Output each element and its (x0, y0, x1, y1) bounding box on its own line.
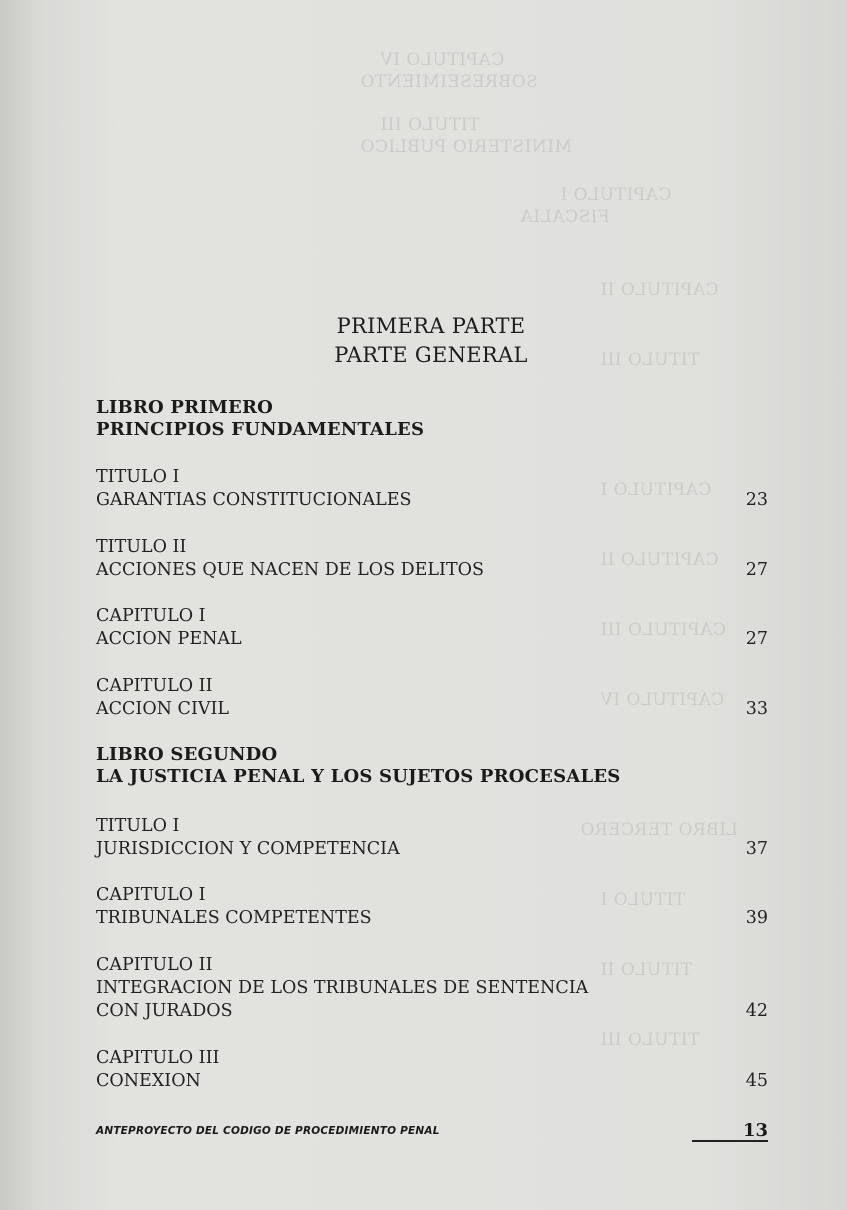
toc-entry[interactable] (96, 954, 768, 1023)
show-through: TITULO II (600, 960, 693, 980)
show-through: CAPITULO II (600, 280, 719, 300)
page-footer (96, 1120, 768, 1144)
toc-entry-title: JURISDICCION Y COMPETENCIA (96, 839, 400, 859)
book-heading (96, 397, 424, 441)
book-title: PRINCIPIOS FUNDAMENTALES (96, 419, 425, 440)
show-through: TITULO III (380, 115, 480, 135)
toc-entry-page: 42 (745, 1001, 768, 1021)
toc-entry[interactable] (96, 605, 768, 651)
toc-entry-label: TITULO II (96, 537, 187, 557)
toc-entry[interactable] (96, 466, 768, 512)
toc-entry-page: 27 (745, 560, 768, 580)
toc-entry-title: TRIBUNALES COMPETENTES (96, 908, 372, 928)
show-through: CAPITULO I (560, 185, 672, 205)
book-label: LIBRO SEGUNDO (96, 744, 278, 765)
toc-entry-title: ACCIONES QUE NACEN DE LOS DELITOS (96, 560, 484, 580)
toc-entry-label: CAPITULO I (96, 885, 206, 905)
show-through: FISCALIA (520, 207, 610, 227)
book-title: LA JUSTICIA PENAL Y LOS SUJETOS PROCESALES (96, 766, 621, 787)
show-through: CAPITULO III (600, 620, 726, 640)
toc-entry-title: ACCION CIVIL (96, 699, 230, 719)
part-heading: PRIMERA PARTE (336, 314, 526, 338)
show-through: TITULO III (600, 350, 700, 370)
toc-entry-page: 37 (745, 839, 768, 859)
toc-entry-title-continued: CON JURADOS (96, 1001, 233, 1021)
toc-entry-title: CONEXION (96, 1071, 201, 1091)
show-through: LIBRO TERCERO (580, 820, 738, 840)
page-number: 13 (742, 1120, 768, 1141)
toc-entry-label: TITULO I (96, 467, 180, 487)
toc-entry-label: CAPITULO II (96, 676, 213, 696)
book-heading (96, 744, 620, 788)
toc-entry-title: INTEGRACION DE LOS TRIBUNALES DE SENTENCIA (96, 978, 589, 998)
toc-entry-page: 23 (745, 490, 768, 510)
show-through: TITULO III (600, 1030, 700, 1050)
toc-entry[interactable] (96, 1047, 768, 1093)
toc-entry-page: 39 (745, 908, 768, 928)
show-through: CAPITULO IV (380, 50, 505, 70)
footer-title: ANTEPROYECTO DEL CODIGO DE PROCEDIMIENTO PENAL (96, 1125, 440, 1137)
show-through: CAPITULO IV (600, 690, 725, 710)
show-through: TITULO I (600, 890, 686, 910)
show-through: CAPITULO II (600, 550, 719, 570)
part-subheading: PARTE GENERAL (334, 343, 528, 367)
toc-entry[interactable] (96, 884, 768, 930)
show-through: SOBRESEIMIENTO (360, 72, 538, 92)
toc-entry[interactable] (96, 536, 768, 582)
toc-entry-label: TITULO I (96, 816, 180, 836)
toc-entry-page: 33 (745, 699, 768, 719)
show-through: MINISTERIO PUBLICO (360, 137, 572, 157)
toc-entry-label: CAPITULO I (96, 606, 206, 626)
show-through: CAPITULO I (600, 480, 712, 500)
toc-entry[interactable] (96, 815, 768, 861)
book-label: LIBRO PRIMERO (96, 397, 273, 418)
toc-entry-page: 27 (745, 629, 768, 649)
toc-entry-label: CAPITULO II (96, 955, 213, 975)
toc-entry-page: 45 (745, 1071, 768, 1091)
toc-entry-title: GARANTIAS CONSTITUCIONALES (96, 490, 412, 510)
toc-entry[interactable] (96, 675, 768, 721)
toc-entry-label: CAPITULO III (96, 1048, 220, 1068)
toc-entry-title: ACCION PENAL (96, 629, 242, 649)
